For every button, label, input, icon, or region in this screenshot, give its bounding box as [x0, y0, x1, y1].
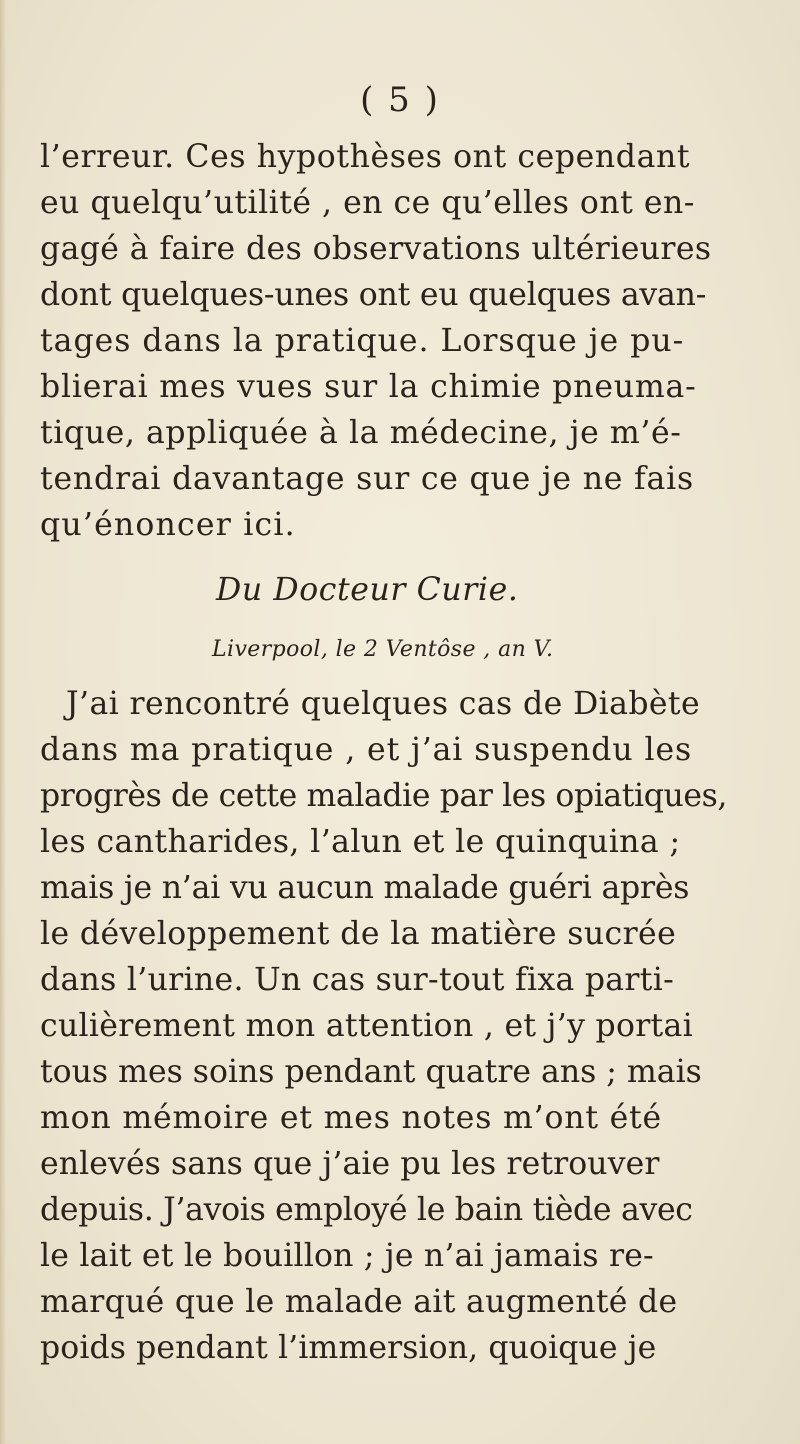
paragraph-1-line-4: dont quelques-unes ont eu quelques avan-: [40, 277, 707, 313]
paragraph-2-line-8: culièrement mon attention , et j’y portai: [40, 1008, 693, 1044]
paragraph-2-line-5: mais je n’ai vu aucun malade guéri après: [40, 870, 690, 906]
paragraph-1-line-2: eu quelqu’utilité , en ce qu’elles ont en-: [40, 185, 695, 221]
paragraph-2-line-13: le lait et le bouillon ; je n’ai jamais re-: [40, 1238, 654, 1274]
paragraph-2-line-15: poids pendant l’immersion, quoique je: [40, 1330, 657, 1366]
paragraph-1-line-5: tages dans la pratique. Lorsque je pu-: [40, 323, 685, 359]
paragraph-1-line-9: qu’énoncer ici.: [40, 507, 296, 543]
paragraph-2-line-14: marqué que le malade ait augmenté de: [40, 1284, 678, 1320]
paragraph-2-line-9: tous mes soins pendant quatre ans ; mais: [40, 1054, 702, 1090]
dateline: Liverpool, le 2 Ventôse , an V.: [212, 637, 554, 662]
paragraph-1-line-1: l’erreur. Ces hypothèses ont cependant: [40, 139, 691, 175]
paragraph-2-line-7: dans l’urine. Un cas sur-tout fixa parti-: [40, 962, 675, 998]
paragraph-2-line-11: enlevés sans que j’aie pu les retrouver: [40, 1146, 660, 1182]
paragraph-2-line-4: les cantharides, l’alun et le quinquina ;: [40, 824, 681, 860]
paragraph-2-line-3: progrès de cette maladie par les opiatiques,: [40, 778, 727, 814]
page-number: ( 5 ): [360, 80, 440, 120]
paragraph-2-line-2: dans ma pratique , et j’ai suspendu les: [40, 732, 693, 768]
paragraph-1-line-8: tendrai davantage sur ce que je ne fais: [40, 461, 694, 497]
paragraph-2-line-6: le développement de la matière sucrée: [40, 916, 677, 952]
page-edge-shadow: [0, 0, 6, 1444]
section-heading: Du Docteur Curie.: [216, 572, 519, 608]
paragraph-1-line-7: tique, appliquée à la médecine, je m’é-: [40, 415, 682, 451]
paragraph-1-line-6: blierai mes vues sur la chimie pneuma-: [40, 369, 697, 405]
paragraph-2-line-10: mon mémoire et mes notes m’ont été: [40, 1100, 662, 1136]
paragraph-2-line-12: depuis. J’avois employé le bain tiède avec: [40, 1192, 693, 1228]
paragraph-1-line-3: gagé à faire des observations ultérieures: [40, 231, 712, 267]
paragraph-2-line-1: J’ai rencontré quelques cas de Diabète: [66, 686, 701, 722]
